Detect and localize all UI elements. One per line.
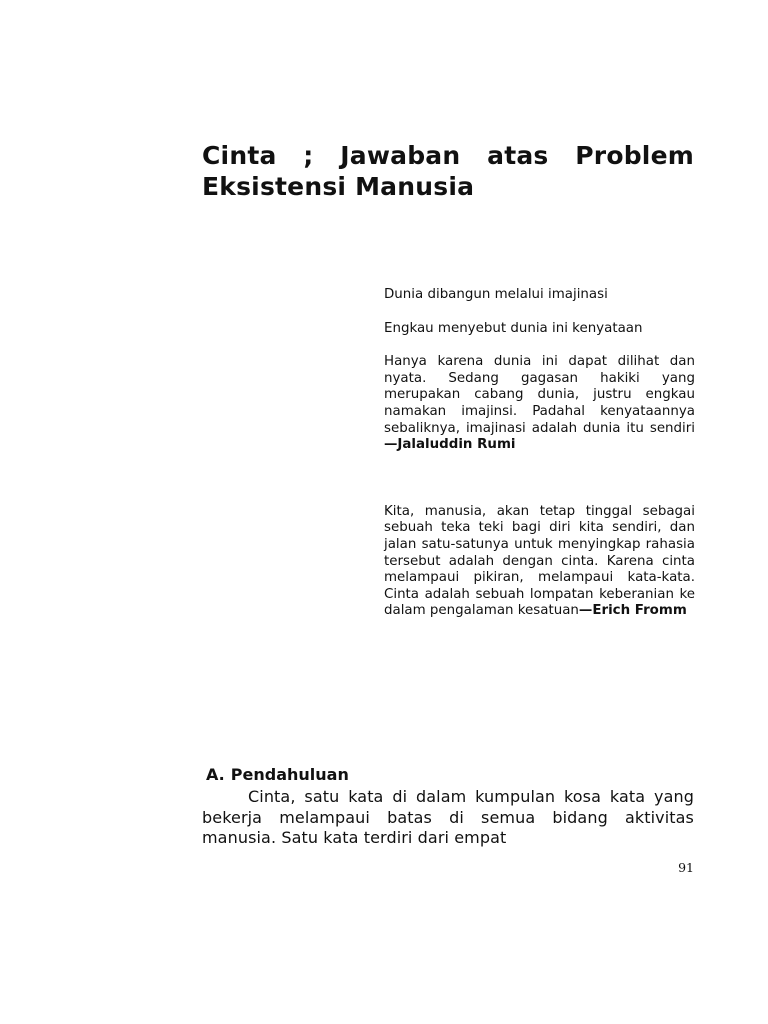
epigraph-line-2 <box>384 321 695 338</box>
epigraph-author: —Jalaluddin Rumi <box>384 437 516 453</box>
chapter-title <box>202 140 694 202</box>
section-letter: A. <box>206 765 225 784</box>
chapter-title-line-2: Eksistensi Manusia <box>202 172 475 201</box>
chapter-title-line-1: Cinta ; Jawaban atas Problem <box>202 141 694 170</box>
epigraph-author: —Erich Fromm <box>578 603 687 619</box>
section-heading <box>206 765 349 785</box>
section-heading-text: Pendahuluan <box>230 765 349 784</box>
epigraph-text: Kita, manusia, akan tetap tinggal sebagai sebuah teka teki bagi diri kita sendiri, dan jalan satu-satunya untuk menyingkap rahasia tersebut adalah dengan cinta. Karena cinta melampaui pikiran, melampaui kata-kata. Cinta adalah sebuah lompatan keberanian ke dalam pengalaman kesatuan <box>384 503 695 619</box>
body-paragraph: Cinta, satu kata di dalam kumpulan kosa kata yang bekerja melampaui batas di semua bidang aktivitas manusia. Satu kata terdiri dari empat <box>202 787 694 847</box>
epigraph-text: Dunia dibangun melalui imajinasi <box>384 287 608 302</box>
epigraph-text: Hanya karena dunia ini dapat dilihat dan nyata. Sedang gagasan hakiki yang merupakan cabang dunia, justru engkau namakan imajinsi. Padahal kenyataannya sebaliknya, imajinasi adalah dunia itu sendiri <box>384 354 695 436</box>
epigraph-rumi <box>384 354 695 454</box>
epigraph-block <box>384 287 695 637</box>
epigraph-text: Engkau menyebut dunia ini kenyataan <box>384 320 643 336</box>
epigraph-line-1 <box>384 287 695 304</box>
page-number: 91 <box>678 860 694 875</box>
epigraph-fromm <box>384 504 695 620</box>
